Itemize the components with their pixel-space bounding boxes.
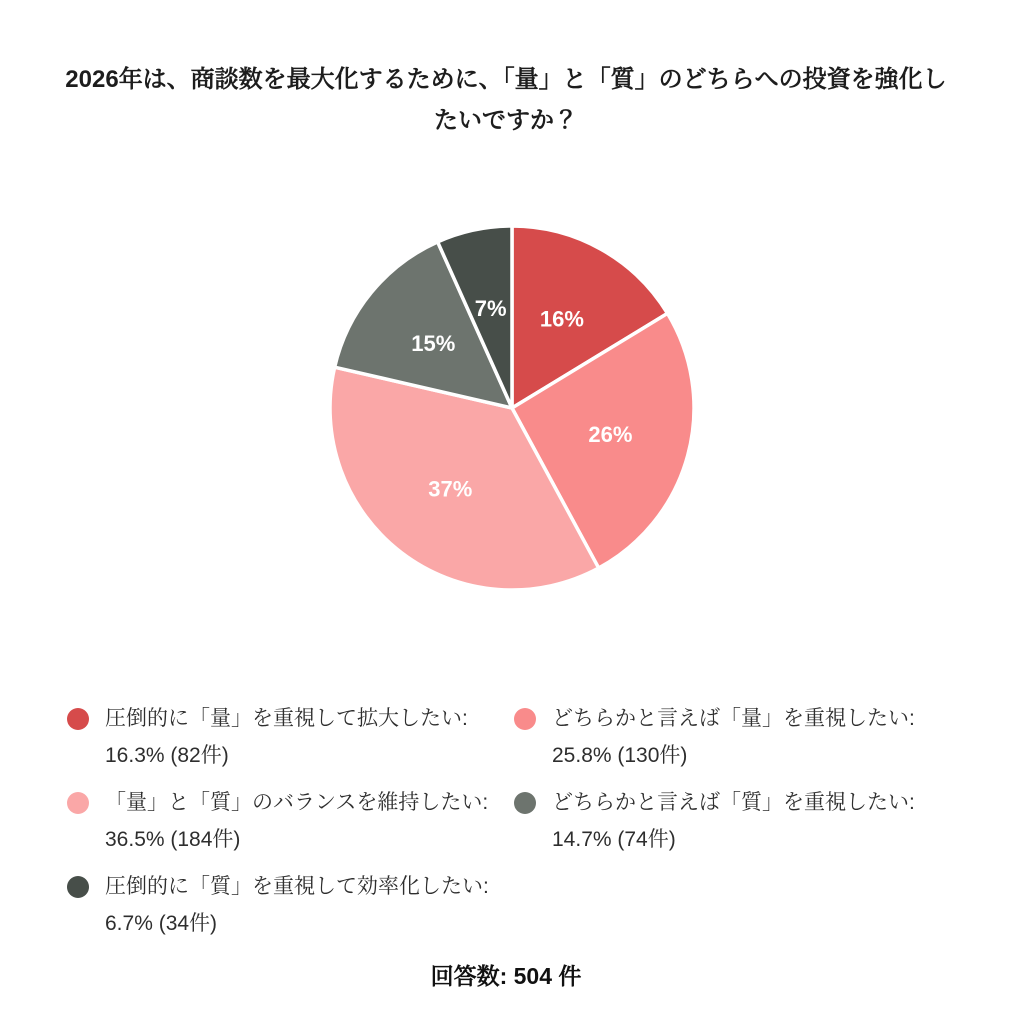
pie-slice-label-5: 7% [474,295,507,321]
legend-label-value: 14.7% (74件) [552,828,676,851]
legend-item-4 [514,784,967,858]
legend-swatch-icon [514,792,536,814]
legend-label-text: どちらかと言えば「質」を重視したい: [552,791,915,814]
legend-label-value: 36.5% (184件) [105,828,241,851]
legend-label-value: 6.7% (34件) [105,912,218,935]
legend-label-value: 25.8% (130件) [552,744,688,767]
legend-label-text: どちらかと言えば「量」を重視したい: [552,707,915,730]
legend-item-2 [514,700,967,774]
legend [67,700,967,942]
legend-label-value: 16.3% (82件) [105,744,229,767]
legend-item-1 [67,700,514,774]
legend-item-3 [67,784,514,858]
response-count: 回答数: 504 件 [430,963,582,989]
pie-slice-label-1: 16% [539,306,584,332]
legend-swatch-icon [67,708,89,730]
legend-label [552,784,915,858]
legend-swatch-icon [67,792,89,814]
pie-slice-label-2: 26% [588,422,633,448]
pie-svg [312,208,712,608]
chart-title: 2026年は、商談数を最大化するために、「量」と「質」のどちらへの投資を強化したいですか？ [65,66,947,134]
legend-swatch-icon [67,876,89,898]
pie-slice-label-3: 37% [428,476,473,502]
pie-slice-label-4: 15% [411,330,456,356]
legend-swatch-icon [514,708,536,730]
legend-label-text: 圧倒的に「量」を重視して拡大したい: [105,707,468,730]
legend-label-text: 圧倒的に「質」を重視して効率化したい: [105,875,489,898]
legend-label-text: 「量」と「質」のバランスを維持したい: [105,791,489,814]
pie-chart [312,208,712,608]
legend-label [105,784,488,858]
legend-label [552,700,915,774]
legend-label [105,700,468,774]
legend-label [105,868,489,942]
legend-item-5 [67,868,514,942]
